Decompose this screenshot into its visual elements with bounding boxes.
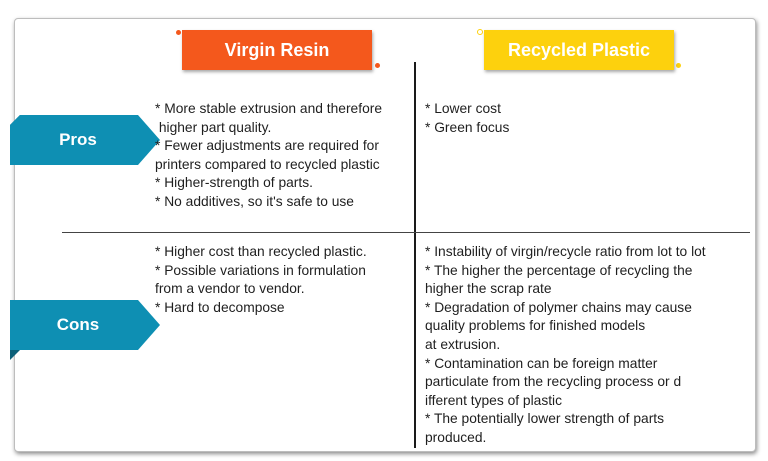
virgin-resin-header: Virgin Resin	[182, 30, 372, 70]
decor-dot	[375, 63, 380, 68]
pros-label: Pros	[59, 130, 97, 149]
decor-dot	[477, 29, 483, 35]
cons-label: Cons	[56, 315, 100, 334]
pros-tag	[10, 115, 150, 165]
recycled-plastic-header: Recycled Plastic	[484, 30, 674, 70]
column-divider	[414, 62, 416, 448]
row-divider	[62, 232, 750, 233]
cons-virgin-text: * Higher cost than recycled plastic. * Possible variations in formulation from a vendor to vendor. * Hard to decompose	[155, 244, 367, 315]
cons-recycled-text: * Instability of virgin/recycle ratio from lot to lot * The higher the percentage of recycling the higher the scrap rate * Degradation of polymer chains may cause quality problems for finished models at extrusion. * Contamination can be foreign matter particulate from the recycling process or d ifferent types of plastic * The potentially lower strength of parts produced.	[425, 244, 706, 445]
decor-dot	[676, 63, 681, 68]
cons-tag	[10, 300, 150, 350]
decor-dot	[176, 30, 181, 35]
pros-virgin-text: * More stable extrusion and therefore higher part quality. * Fewer adjustments are required for printers compared to recycled plastic * Higher-strength of parts. * No additives, so it's safe to use	[155, 101, 383, 209]
pros-recycled-text: * Lower cost * Green focus	[425, 101, 510, 135]
